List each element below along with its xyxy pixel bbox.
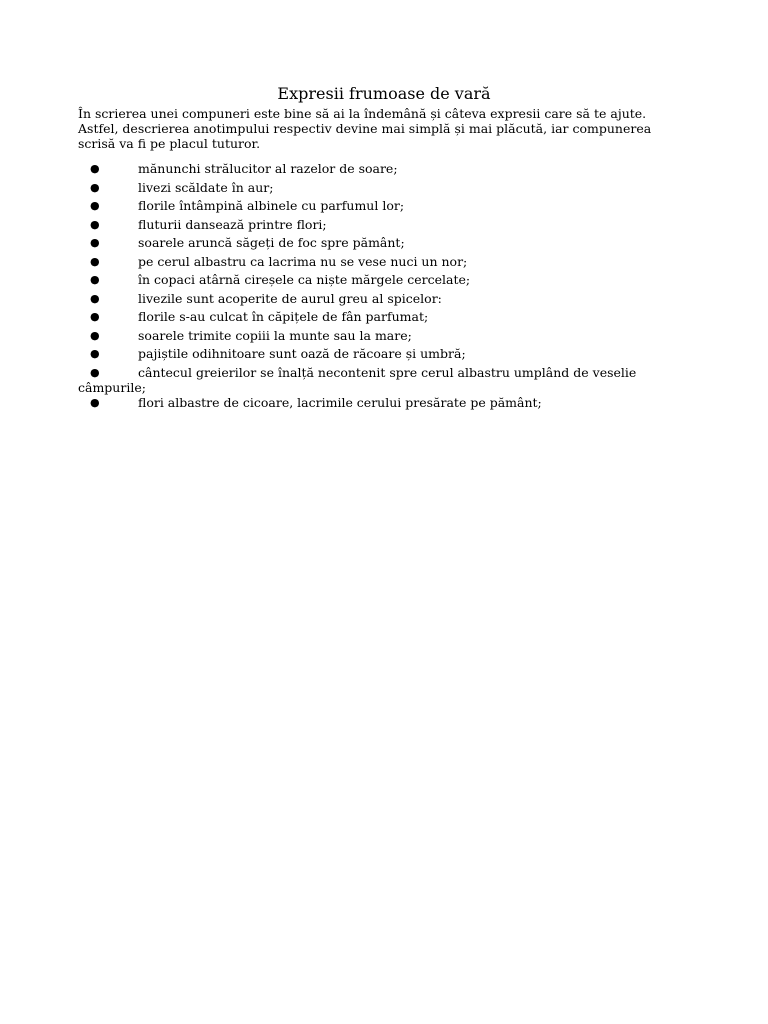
bullet-dot-icon: ● xyxy=(90,328,100,342)
list-item-text: fluturii dansează printre flori; xyxy=(138,216,327,232)
list-item-text: în copaci atârnă cireșele ca niște mărgele cercelate; xyxy=(138,272,471,287)
list-item xyxy=(78,365,690,395)
list-item xyxy=(78,272,690,291)
list-item-text: mănunchi strălucitor al razelor de soare; xyxy=(138,161,398,176)
intro-paragraph: În scrierea unei compuneri este bine să ai la îndemână și câteva expresii care să te ajute. Astfel, descrierea anotimpului respectiv devine mai simplă și mai plăcută, iar compunerea scrisă va fi pe placul tuturor. xyxy=(78,106,652,151)
bullet-dot-icon: ● xyxy=(90,199,100,212)
list-item xyxy=(78,198,690,217)
list-item-text: pajiștile odihnitoare sunt oază de răcoare și umbră; xyxy=(138,346,466,361)
bullet-dot-icon: ● xyxy=(90,291,100,305)
list-item-text: livezile sunt acoperite de aurul greu al spicelor: xyxy=(138,290,442,306)
list-item xyxy=(78,180,690,199)
list-item-text: soarele aruncă săgeți de foc spre pământ; xyxy=(138,235,405,250)
bullet-dot-icon: ● xyxy=(90,236,100,249)
list-item xyxy=(78,235,690,254)
bullet-dot-icon: ● xyxy=(90,180,100,194)
list-item xyxy=(78,291,690,310)
expression-list xyxy=(78,161,690,413)
bullet-dot-icon: ● xyxy=(90,217,100,231)
bullet-dot-icon: ● xyxy=(90,162,100,175)
list-item-text: soarele trimite copiii la munte sau la mare; xyxy=(138,327,412,343)
list-item xyxy=(78,346,690,365)
list-item-text: pe cerul albastru ca lacrima nu se vese nuci un nor; xyxy=(138,253,468,269)
list-item xyxy=(78,217,690,236)
document-page xyxy=(78,84,690,413)
bullet-dot-icon: ● xyxy=(90,365,100,379)
document-title: Expresii frumoase de vară xyxy=(277,84,491,103)
list-item-text: florile s-au culcat în căpițele de fân parfumat; xyxy=(138,309,429,324)
list-item xyxy=(78,161,690,180)
list-item xyxy=(78,254,690,273)
list-item xyxy=(78,328,690,347)
list-item xyxy=(78,309,690,328)
list-item-text: cântecul greierilor se înalță necontenit spre cerul albastru umplând de veselie câmpurile; xyxy=(78,364,637,395)
list-item-text: florile întâmpină albinele cu parfumul lor; xyxy=(138,198,405,213)
bullet-dot-icon: ● xyxy=(90,273,100,286)
bullet-dot-icon: ● xyxy=(90,395,100,409)
bullet-dot-icon: ● xyxy=(90,254,100,268)
bullet-dot-icon: ● xyxy=(90,310,100,323)
list-item-text: livezi scăldate în aur; xyxy=(138,179,274,195)
bullet-dot-icon: ● xyxy=(90,347,100,360)
list-item-text: flori albastre de cicoare, lacrimile cerului presărate pe pământ; xyxy=(138,394,542,410)
list-item xyxy=(78,395,690,414)
